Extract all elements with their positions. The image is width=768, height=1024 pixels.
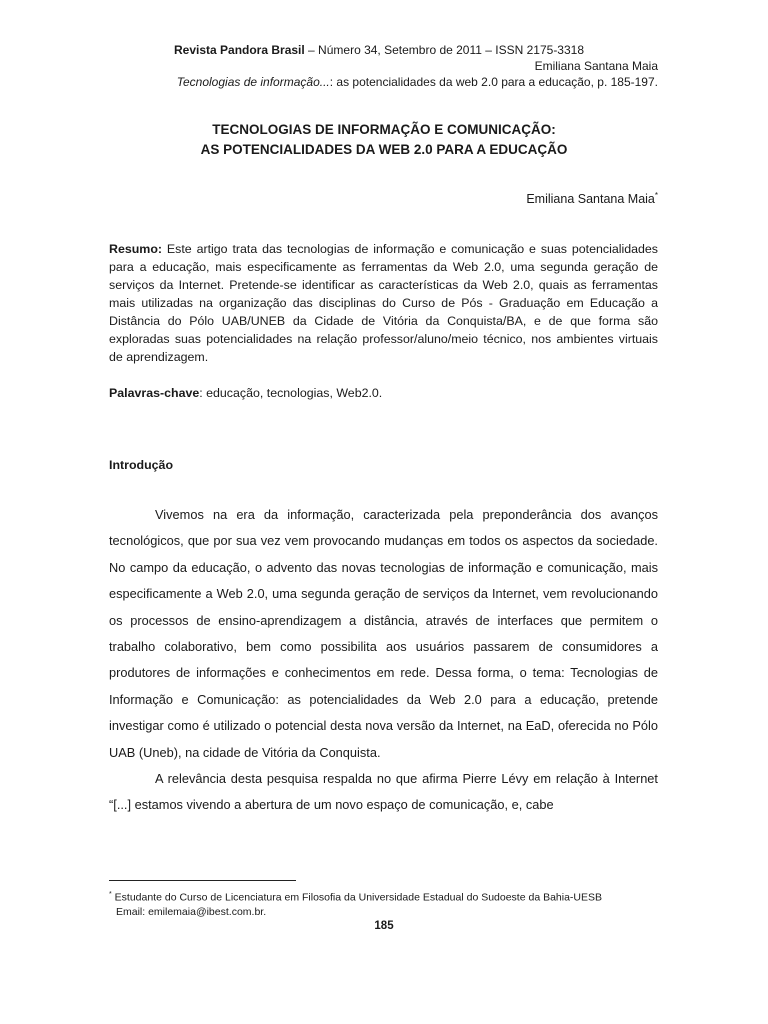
abstract-label: Resumo: <box>109 242 163 256</box>
citation-title-rest: : as potencialidades da web 2.0 para a educação, p. 185-197. <box>329 75 658 89</box>
intro-paragraph-1: Vivemos na era da informação, caracterizada pela preponderância dos avanços tecnológicos, que por sua vez vem provocando mudanças em todos os aspectos da sociedade. No campo da educação, o advento das novas tecnologias de informação e comunicação, mais especificamente a Web 2.0, uma segunda geração de serviços da Internet, vem revolucionando os processos de ensino-aprendizagem a distância, através de interfaces que permitem o trabalho colaborativo, bem como possibilita aos usuários passarem de consumidores a produtores de informações e conhecimentos em rede. Dessa forma, o tema: Tecnologias de Informação e Comunicação: as potencialidades da Web 2.0 para a educação, pretende investigar como é utilizado o potencial desta nova versão da Internet, na EaD, oferecida no Pólo UAB (Uneb), na cidade de Vitória da Conquista. <box>109 507 658 760</box>
running-header-citation <box>100 74 658 90</box>
footnote-affiliation: Estudante do Curso de Licenciatura em Filosofia da Universidade Estadual do Sudoeste da Bahia-UESB <box>111 891 603 904</box>
introduction-body <box>109 502 658 819</box>
footnote-separator <box>109 880 296 881</box>
citation-title-short: Tecnologias de informação... <box>176 75 330 89</box>
journal-name: Revista Pandora Brasil <box>173 43 305 57</box>
keywords-text: : educação, tecnologias, Web2.0. <box>199 386 383 400</box>
abstract-text: Este artigo trata das tecnologias de informação e comunicação e suas potencialidades para a educação, mais especificamente as ferramentas da Web 2.0, uma segunda geração de serviços da Internet. Pretende-se identificar as características da Web 2.0, quais as ferramentas mais utilizadas na organização das disciplinas do Curso de Pós - Graduação em Educação a Distância do Pólo UAB/UNEB da Cidade de Vitória da Conquista/BA, e de que forma são exploradas suas potencialidades na relação professor/aluno/meio técnico, nos ambientes virtuais de aprendizagem. <box>109 242 658 364</box>
journal-issue: – Número 34, Setembro de 2011 – ISSN 2175-3318 <box>304 43 585 57</box>
section-heading-introducao: Introdução <box>109 458 174 472</box>
article-title-line-2: AS POTENCIALIDADES DA WEB 2.0 PARA A EDUCAÇÃO <box>200 142 568 157</box>
footnote-line-1 <box>109 888 602 905</box>
footnote <box>109 888 602 919</box>
abstract <box>109 240 658 366</box>
intro-paragraph-2: A relevância desta pesquisa respalda no que afirma Pierre Lévy em relação à Internet “[...] estamos vivendo a abertura de um novo espaço de comunicação, e, cabe <box>109 771 658 813</box>
footnote-marker: * <box>109 891 112 898</box>
article-title-line-1: TECNOLOGIAS DE INFORMAÇÃO E COMUNICAÇÃO: <box>212 122 556 137</box>
running-header-journal <box>100 42 658 58</box>
author-footnote-marker: * <box>654 191 658 200</box>
running-header-author: Emiliana Santana Maia <box>534 59 658 73</box>
keywords-label: Palavras-chave <box>109 386 200 400</box>
article-author <box>300 188 658 207</box>
keywords <box>109 384 382 402</box>
author-name: Emiliana Santana Maia <box>526 192 655 207</box>
page-number: 185 <box>374 920 394 932</box>
footnote-email: Email: emilemaia@ibest.com.br. <box>116 905 267 918</box>
